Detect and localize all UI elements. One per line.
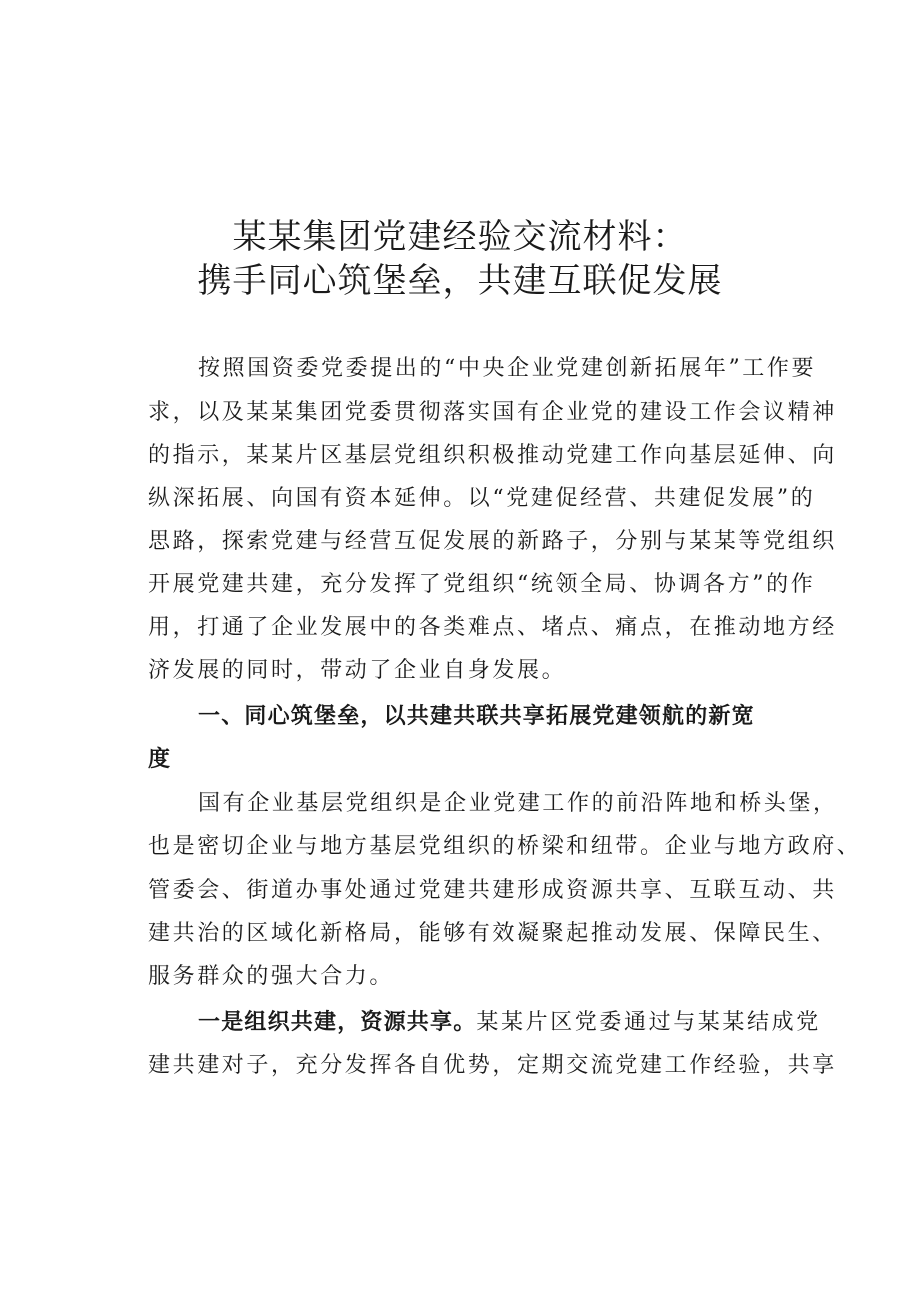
- intro-paragraph-line: 开展党建共建，充分发挥了党组织“统领全局、协调各方”的作: [148, 572, 816, 597]
- intro-paragraph-line: 纵深拓展、向国有资本延伸。以“党建促经营、共建促发展”的: [148, 486, 816, 511]
- point-1-line-2: 建共建对子，充分发挥各自优势，定期交流党建工作经验，共享: [148, 1053, 837, 1078]
- intro-paragraph-line: 济发展的同时，带动了企业自身发展。: [148, 658, 567, 683]
- section-1-heading-line-2: 度: [148, 747, 172, 772]
- intro-paragraph-line: 按照国资委党委提出的“中央企业党建创新拓展年”工作要: [198, 356, 817, 381]
- section-1-paragraph-line: 也是密切企业与地方基层党组织的桥梁和纽带。企业与地方政府、: [148, 834, 862, 859]
- point-1-lead: 一是组织共建，资源共享。: [198, 1010, 477, 1035]
- section-1-heading-line-1: 一、同心筑堡垒，以共建共联共享拓展党建领航的新宽: [198, 704, 755, 729]
- section-1-paragraph-line: 建共治的区域化新格局，能够有效凝聚起推动发展、保障民生、: [148, 921, 837, 946]
- section-1-paragraph-line: 服务群众的强大合力。: [148, 964, 395, 989]
- intro-paragraph-line: 思路，探索党建与经营互促发展的新路子，分别与某某等党组织: [148, 529, 837, 554]
- section-1-paragraph-line: 国有企业基层党组织是企业党建工作的前沿阵地和桥头堡，: [198, 791, 838, 816]
- intro-paragraph-line: 用，打通了企业发展中的各类难点、堵点、痛点，在推动地方经: [148, 615, 837, 640]
- intro-paragraph-line: 求，以及某某集团党委贯彻落实国有企业党的建设工作会议精神: [148, 400, 837, 425]
- document-title-line-1: 某某集团党建经验交流材料：: [232, 217, 688, 257]
- intro-paragraph-line: 的指示，某某片区基层党组织积极推动党建工作向基层延伸、向: [148, 443, 837, 468]
- section-1-paragraph-line: 管委会、街道办事处通过党建共建形成资源共享、互联互动、共: [148, 878, 837, 903]
- document-title-line-2: 携手同心筑堡垒，共建互联促发展: [197, 261, 723, 301]
- point-1-line-1: [198, 1008, 821, 1038]
- point-1-text: 某某片区党委通过与某某结成党: [476, 1010, 821, 1035]
